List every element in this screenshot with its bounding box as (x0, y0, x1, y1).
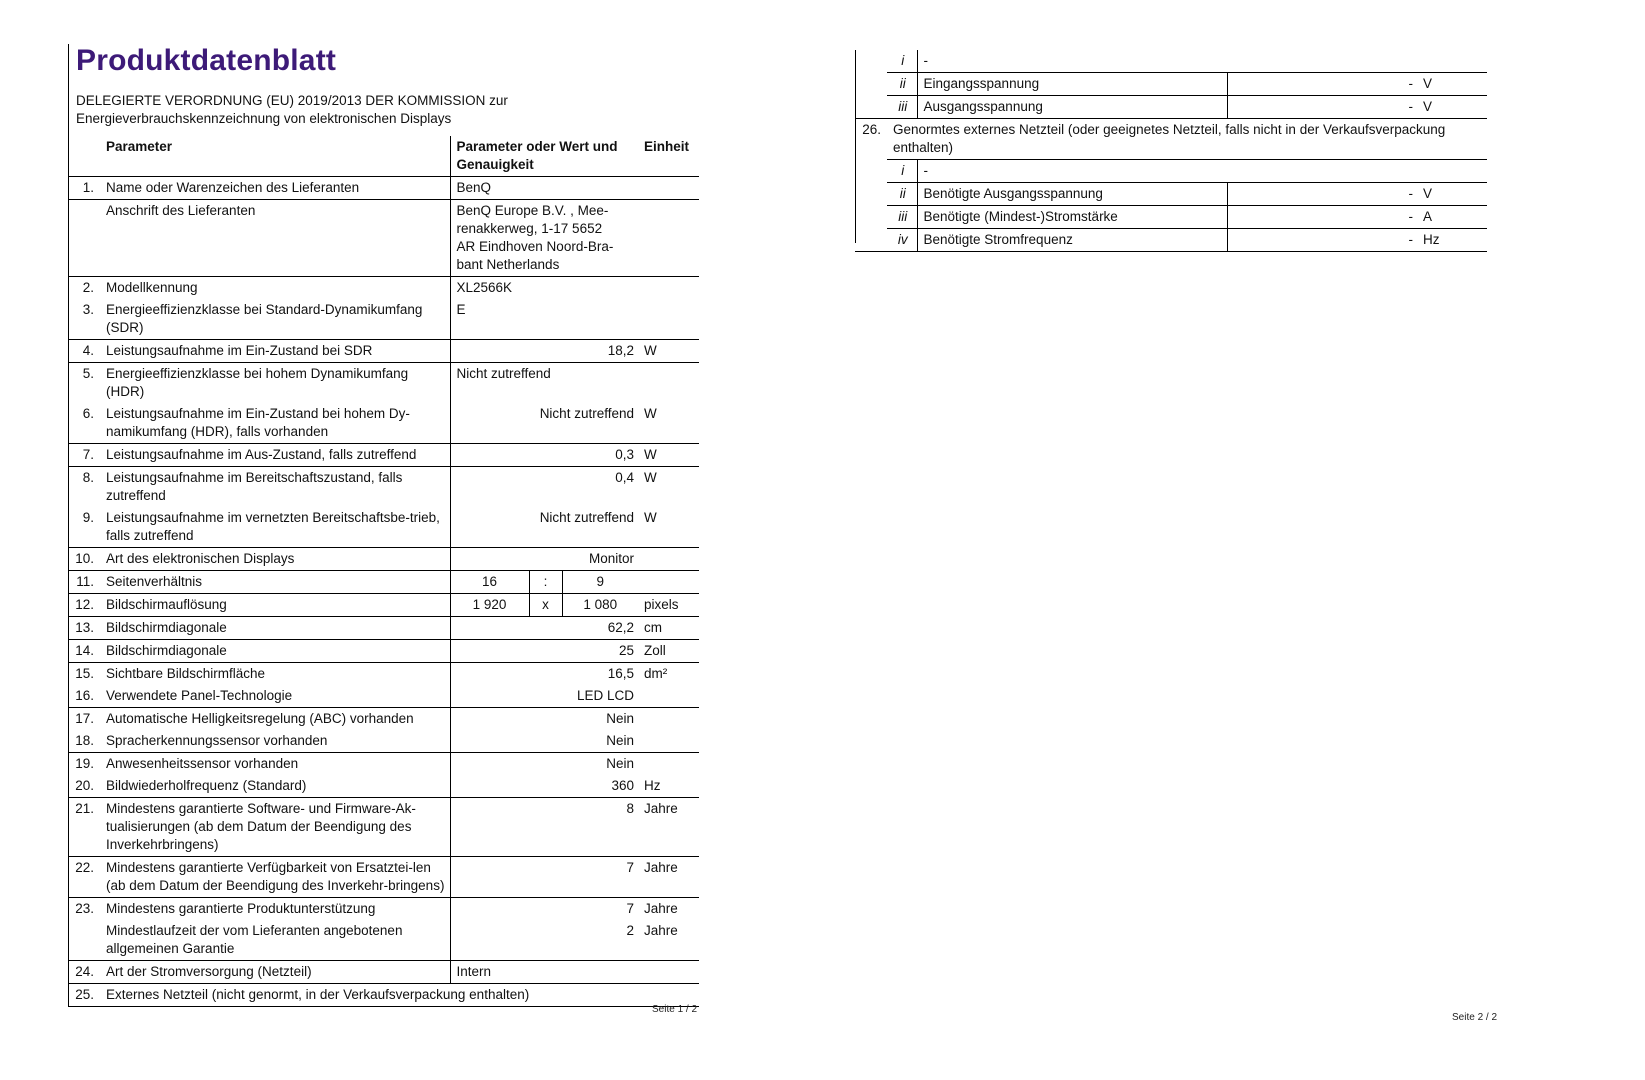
row-unit (638, 685, 699, 708)
row-label: - (917, 160, 1487, 183)
header-unit: Einheit (638, 136, 699, 177)
row-number: 7. (68, 444, 100, 467)
page-title: Produktdatenblatt (76, 44, 337, 77)
table-row (68, 898, 699, 921)
row-label: Benötigte Stromfrequenz (917, 229, 1227, 252)
table-row (68, 467, 699, 508)
row-parameter: Bildschirmdiagonale (100, 617, 450, 640)
table-row (68, 277, 699, 300)
row-parameter: Art der Stromversorgung (Netzteil) (100, 961, 450, 984)
row-value: Nicht zutreffend (450, 507, 638, 548)
row-value: BenQ Europe B.V. , Mee-renakkerweg, 1-17 5652 AR Eindhoven Noord-Bra-bant Netherlands (450, 200, 638, 277)
row-value: 16,5 (450, 663, 638, 686)
table-row (68, 920, 699, 961)
aspect-separator: : (530, 571, 563, 593)
row-parameter: Leistungsaufnahme im Bereitschaftszustand, falls zutreffend (106, 470, 403, 503)
table-header-row (68, 136, 699, 177)
row-value: 7 (450, 857, 638, 898)
row-unit: A (1417, 206, 1487, 229)
row-value: LED LCD (450, 685, 638, 708)
row-number (855, 206, 887, 229)
row-number: 20. (68, 775, 100, 798)
row-parameter: Seitenverhältnis (100, 571, 450, 594)
table-row (68, 857, 699, 898)
row-parameter: Mindestens garantierte Software- und Firmware-Ak-tualisierungen (ab dem Datum der Beendigung des Inverkehrbringens) (100, 798, 450, 857)
table-row (855, 206, 1487, 229)
table-row (68, 200, 699, 277)
row-number: 9. (68, 507, 100, 548)
row-unit: W (638, 507, 699, 548)
row-parameter: Automatische Helligkeitsregelung (ABC) vorhanden (106, 711, 414, 726)
row-label: - (917, 50, 1487, 73)
row-unit (638, 363, 699, 404)
row-number: 4. (68, 340, 100, 363)
row-number: 12. (68, 594, 100, 617)
row-roman: i (887, 160, 917, 183)
table-row (68, 507, 699, 548)
row-parameter: Bildwiederholfrequenz (Standard) (100, 775, 450, 798)
table-row (68, 708, 699, 731)
table-row (68, 363, 699, 404)
row-parameter: Modellkennung (106, 280, 198, 295)
row-number: 24. (68, 961, 100, 984)
row-value: - (1227, 183, 1417, 206)
row-value: 25 (450, 640, 638, 663)
row-parameter: Leistungsaufnahme im vernetzten Bereitschaftsbe-trieb, falls zutreffend (100, 507, 450, 548)
table-row (68, 444, 699, 467)
page-footer: Seite 2 / 2 (1452, 1012, 1498, 1023)
row-value: 0,4 (450, 467, 638, 508)
row-number: 25. (68, 984, 100, 1007)
table-row (68, 340, 699, 363)
row-value: XL2566K (450, 277, 638, 300)
row-label: Benötigte Ausgangsspannung (917, 183, 1227, 206)
row-number: 18. (68, 730, 100, 753)
row-number (855, 50, 887, 73)
row-value: 8 (450, 798, 638, 857)
row-number: 10. (68, 548, 100, 571)
row-value: - (1227, 229, 1417, 252)
row-number: 11. (68, 571, 100, 594)
row-value: - (1227, 73, 1417, 96)
resolution-width: 1 920 (451, 594, 530, 616)
row-unit (638, 571, 699, 594)
row-number: 14. (68, 640, 100, 663)
row-roman: iii (887, 96, 917, 119)
row-parameter: Anschrift des Lieferanten (100, 200, 450, 277)
row-parameter: Leistungsaufnahme im Aus-Zustand, falls zutreffend (100, 444, 450, 467)
table-row (68, 640, 699, 663)
row-number: 17. (75, 711, 94, 726)
row-unit: W (638, 403, 699, 444)
row-unit: V (1417, 96, 1487, 119)
row-parameter: Spracherkennungssensor vorhanden (100, 730, 450, 753)
row-label: Eingangsspannung (917, 73, 1227, 96)
table-row (855, 96, 1487, 119)
row-unit: cm (638, 617, 699, 640)
table-row (855, 183, 1487, 206)
row-parameter: Anwesenheitssensor vorhanden (106, 756, 299, 771)
table-row (855, 73, 1487, 96)
table-row (68, 685, 699, 708)
row-value: - (1227, 206, 1417, 229)
aspect-width: 16 (451, 571, 530, 593)
row-parameter: Mindestlaufzeit der vom Lieferanten angebotenen allgemeinen Garantie (100, 920, 450, 961)
row-parameter: Bildschirmauflösung (100, 594, 450, 617)
row-number: 6. (68, 403, 100, 444)
table-row (68, 798, 699, 857)
row-number: 13. (68, 617, 100, 640)
header-value: Parameter oder Wert und Genauigkeit (450, 136, 638, 177)
row-unit (638, 730, 699, 753)
row-parameter: Bildschirmdiagonale (100, 640, 450, 663)
table-row (68, 403, 699, 444)
table-row (68, 961, 699, 984)
row-number (855, 73, 887, 96)
datasheet-page-2 (820, 0, 1645, 1080)
row-number: 22. (68, 857, 100, 898)
row-unit: pixels (638, 594, 699, 617)
row-value: BenQ (450, 177, 638, 200)
row-number: 5. (82, 366, 94, 381)
row-parameter: Leistungsaufnahme im Ein-Zustand bei SDR (100, 340, 450, 363)
row-parameter: Externes Netzteil (nicht genormt, in der Verkaufsverpackung enthalten) (100, 984, 699, 1007)
row-unit: dm² (644, 666, 668, 681)
table-row (68, 177, 699, 200)
power-supply-table (855, 50, 1487, 252)
row-number (855, 160, 887, 183)
row-value-split (450, 571, 638, 594)
row-number (855, 96, 887, 119)
row-parameter: Art des elektronischen Displays (100, 548, 450, 571)
resolution-separator: x (530, 594, 563, 616)
row-parameter: Name oder Warenzeichen des Lieferanten (100, 177, 450, 200)
table-row (68, 594, 699, 617)
row-number (855, 229, 887, 252)
row-value: Intern (450, 961, 638, 984)
table-row (68, 984, 699, 1007)
table-row (68, 571, 699, 594)
row-parameter: Verwendete Panel-Technologie (100, 685, 450, 708)
row-number: 21. (68, 798, 100, 857)
row-parameter: Energieeffizienzklasse bei Standard-Dynamikumfang (SDR) (100, 299, 450, 340)
row-parameter: Sichtbare Bildschirmfläche (106, 666, 266, 681)
row-unit: V (1417, 183, 1487, 206)
row-number (68, 920, 100, 961)
row-number (855, 183, 887, 206)
row-value: 360 (450, 775, 638, 798)
table-row (68, 730, 699, 753)
row-unit (638, 277, 699, 300)
header-parameter: Parameter (100, 136, 450, 177)
row-value-split (450, 594, 638, 617)
row-roman: iv (887, 229, 917, 252)
table-row (68, 299, 699, 340)
row-unit (638, 708, 699, 731)
subtitle-line-2: Energieverbrauchskennzeichnung von elektronischen Displays (76, 111, 452, 126)
row-roman: ii (887, 73, 917, 96)
row-value: Nein (450, 708, 638, 731)
row-value: Nicht zutreffend (450, 363, 638, 404)
row-parameter: Mindestens garantierte Produktunterstützung (106, 901, 376, 916)
table-row (68, 663, 699, 686)
row-value: 2 (450, 920, 638, 961)
row-number: 15. (75, 666, 94, 681)
row-unit: V (1417, 73, 1487, 96)
row-unit: Jahre (638, 798, 699, 857)
row-value: 18,2 (450, 340, 638, 363)
row-unit: Hz (638, 775, 699, 798)
row-roman: ii (887, 183, 917, 206)
row-value: 7 (450, 898, 638, 921)
resolution-height: 1 080 (583, 597, 618, 612)
row-value: Monitor (450, 548, 638, 571)
row-unit: Zoll (638, 640, 699, 663)
row-number: 16. (68, 685, 100, 708)
subtitle-line-1: DELEGIERTE VERORDNUNG (EU) 2019/2013 DER KOMMISSION zur (76, 93, 508, 108)
row-unit: W (644, 470, 657, 485)
row-number: 2. (82, 280, 94, 295)
row-number: 23. (75, 901, 94, 916)
header-num (68, 136, 100, 177)
row-unit: Jahre (644, 901, 678, 916)
row-parameter: Leistungsaufnahme im Ein-Zustand bei hohem Dy-namikumfang (HDR), falls vorhanden (100, 403, 450, 444)
table-row (68, 617, 699, 640)
table-row (855, 229, 1487, 252)
product-data-table (68, 136, 699, 1007)
row-label: Benötigte (Mindest-)Stromstärke (917, 206, 1227, 229)
row-number: 1. (68, 177, 100, 200)
row-value: - (1227, 96, 1417, 119)
row-unit: Jahre (638, 857, 699, 898)
row-value: 62,2 (450, 617, 638, 640)
row-unit (638, 200, 699, 277)
row-unit (638, 753, 699, 776)
aspect-height: 9 (596, 574, 604, 589)
row-label: Ausgangsspannung (917, 96, 1227, 119)
table-row (68, 753, 699, 776)
datasheet-page-1 (0, 0, 820, 1080)
row-number: 3. (68, 299, 100, 340)
row-unit: Hz (1417, 229, 1487, 252)
row-number: 19. (75, 756, 94, 771)
row-value: Nein (450, 753, 638, 776)
row-unit: W (638, 340, 699, 363)
table-row (855, 119, 1487, 160)
row-label: Genormtes externes Netzteil (oder geeignetes Netzteil, falls nicht in der Verkaufsverpackung enthalten) (887, 119, 1487, 160)
row-unit: Jahre (638, 920, 699, 961)
row-unit (638, 548, 699, 571)
row-parameter: Mindestens garantierte Verfügbarkeit von Ersatztei-len (ab dem Datum der Beendigung des Inverkehr-bringens) (100, 857, 450, 898)
row-number (68, 200, 100, 277)
row-number: 26. (855, 119, 887, 160)
table-row (68, 548, 699, 571)
row-value: Nicht zutreffend (450, 403, 638, 444)
row-roman: i (887, 50, 917, 73)
row-unit (638, 177, 699, 200)
row-value: 0,3 (450, 444, 638, 467)
regulation-subtitle (76, 92, 676, 128)
row-unit (638, 299, 699, 340)
row-number: 8. (82, 470, 94, 485)
row-roman: iii (887, 206, 917, 229)
row-unit (638, 961, 699, 984)
row-parameter: Energieeffizienzklasse bei hohem Dynamikumfang (HDR) (106, 366, 409, 399)
row-unit: W (638, 444, 699, 467)
table-row (855, 50, 1487, 73)
table-row (68, 775, 699, 798)
row-value: Nein (450, 730, 638, 753)
row-value: E (450, 299, 638, 340)
table-row (855, 160, 1487, 183)
page-footer: Seite 1 / 2 (652, 1004, 698, 1015)
